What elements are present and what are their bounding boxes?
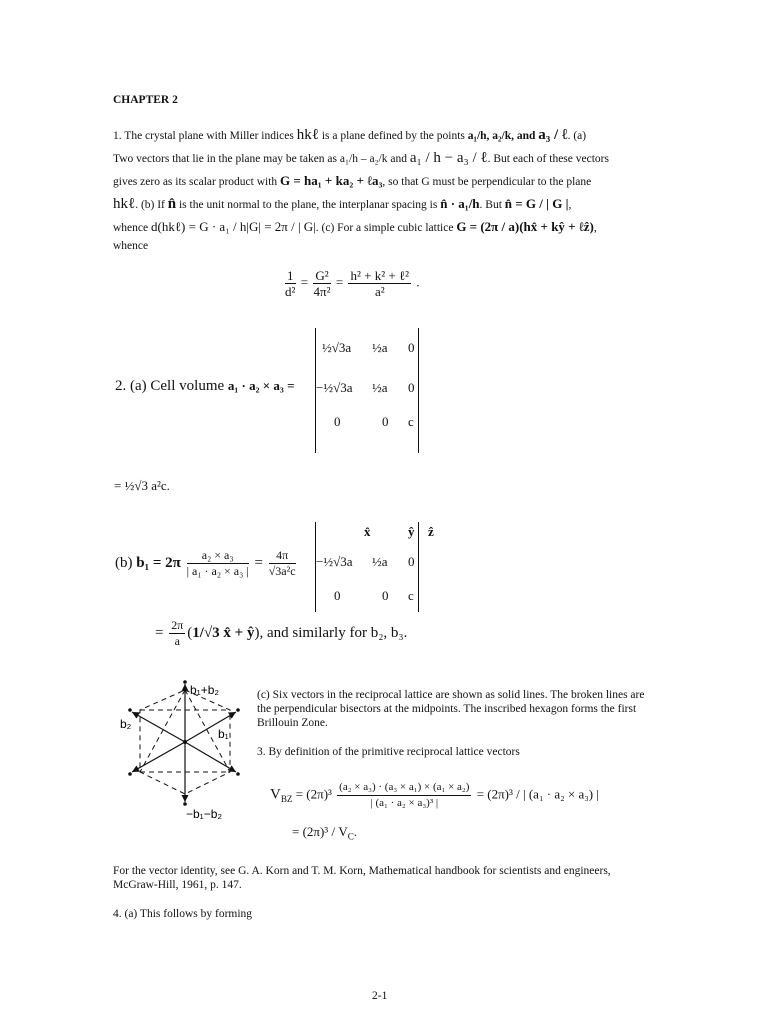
label-b1: b₁ [218,727,229,741]
problem-2c-text: (c) Six vectors in the reciprocal lattice are shown as solid lines. The broken lines are the perpendicular bisectors at the midpoints. The inscribed hexagon forms the first Brillouin Zone. [257,689,645,729]
lattice-points [128,680,240,806]
label-b1-plus-b2: b₁+b₂ [190,683,220,697]
vbz-result: = $(2\pi)^3 / V_C$. [292,824,358,842]
cell-volume-result: = ½√3 a²c. [114,478,170,493]
problem-4-text: 4. (a) This follows by forming [113,908,253,920]
problem-1-paragraph: 1. The crystal plane with Miller indices hkℓ is a plane defined by the points a₁/h, a₂/k, and a₃ / ℓ. (a) Two vectors that lie in the plane may be taken as a₁/h – a₂/k and a₁ / h − a₃ / ℓ. But each of these vectors gives zero as its scalar product with G = ha₁ + ka₂ + ℓa₃, so that G must be perpendicular to the plane hkℓ. (b) If n̂ is the unit normal to the plane, the interplanar spacing is n̂ · a₁/h. But n̂ = G / | G |, whence d(hkℓ) = G · a₁ / h|G| = 2π / | G|. (c) For a simple cubic lattice G = (2π / a)(hx̂ + kŷ + ℓẑ), whence [113,127,609,252]
reciprocal-lattice-figure [118,672,253,822]
chapter-heading: CHAPTER 2 [113,94,178,106]
reciprocal-determinant: x̂ ŷ ẑ −½√3a ½a 0 0 0 c [315,522,419,612]
reference-note: For the vector identity, see G. A. Korn and T. M. Korn, Mathematical handbook for scientists and engineers, McGraw-Hill, 1961, p. 147. [113,865,611,891]
vbz-equation: $V_{BZ} = (2\pi)^3$ $\frac{\text{(a₂ × a₃) · (a₃ × a₁) × (a₁ × a₂)}}{\text{| (a₁ · a₂ × a₃)³ |}}$ = (2π)³ / | (a₁ · a₂ × a₃) | [270,781,599,809]
equation-1: $\frac{1}{\text{d²}}$ = $\frac{\text{G²}}{\text{4π²}}$ = $\frac{\text{h² + k² + ℓ²}}{\text{a²}}$ . [285,268,420,299]
label-b2: b₂ [120,717,132,731]
problem-2a-label: 2. (a) Cell volume a₁ · a₂ × a₃ = [115,378,295,394]
problem-2b-equation: (b) b₁ = 2π $\frac{\text{a₂ × a₃}}{\text{| a₁ · a₂ × a₃ |}}$ = $\frac{4\pi}{\text{√3a²c}}$ [115,548,296,578]
b1-result: = $\frac{2\pi}{a}$ (1/√3 x̂ + ŷ), and similarly for b₂, b₃. [155,618,408,648]
problem-3-intro: 3. By definition of the primitive reciprocal lattice vectors [257,746,520,758]
page-number: 2-1 [372,990,388,1002]
cell-volume-determinant: ½√3a ½a 0 −½√3a ½a 0 0 0 c [315,328,419,453]
label-minus-b1-minus-b2: −b₁−b₂ [186,807,223,821]
